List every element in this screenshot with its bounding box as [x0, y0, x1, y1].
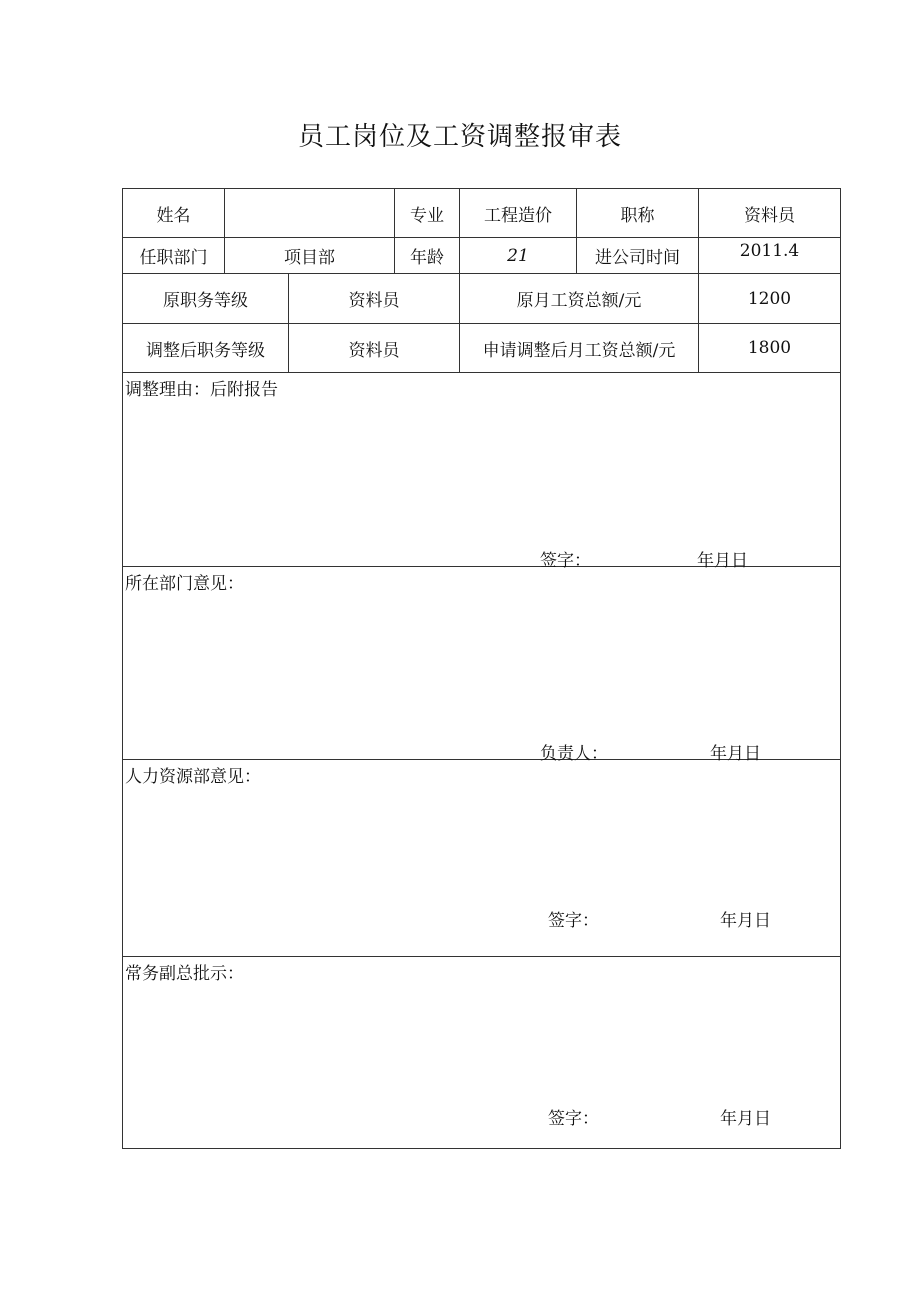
- dept-label: 任职部门: [123, 238, 225, 273]
- new-grade-label: 调整后职务等级: [123, 324, 289, 372]
- row-new-grade: [123, 324, 840, 373]
- join-date-field[interactable]: 2011.4: [739, 241, 800, 261]
- hr-opinion-label: 人力资源部意见：: [125, 767, 261, 787]
- reason-label: 调整理由：后附报告: [125, 380, 278, 400]
- form-title: 员工岗位及工资调整报审表: [297, 122, 622, 152]
- major-label: 专业: [395, 189, 460, 237]
- reason-date-label: 年月日: [697, 551, 748, 571]
- row-dept-info: [123, 238, 840, 274]
- join-date-label: 进公司时间: [577, 238, 699, 273]
- vp-date-label: 年月日: [720, 1109, 771, 1129]
- hr-opinion-section[interactable]: [123, 760, 840, 957]
- vp-sign-label: 签字：: [548, 1109, 599, 1129]
- vp-approval-section[interactable]: [123, 957, 840, 1148]
- job-title-field[interactable]: 资料员: [744, 205, 795, 226]
- review-form: [122, 188, 841, 1149]
- name-label: 姓名: [123, 189, 225, 237]
- new-salary-field[interactable]: 1800: [747, 338, 792, 358]
- age-field[interactable]: 21: [460, 238, 577, 273]
- row-original-grade: [123, 274, 840, 324]
- new-grade-field[interactable]: 资料员: [289, 324, 460, 372]
- reason-sign-label: 签字：: [540, 551, 591, 571]
- dept-responsible-label: 负责人：: [540, 744, 608, 764]
- job-title-label: 职称: [577, 189, 699, 237]
- row-basic-info: [123, 189, 840, 238]
- orig-salary-field[interactable]: 1200: [747, 288, 792, 309]
- hr-sign-label: 签字：: [548, 911, 599, 931]
- orig-grade-label: 原职务等级: [123, 274, 289, 323]
- new-salary-label: 申请调整后月工资总额/元: [460, 324, 699, 372]
- hr-date-label: 年月日: [720, 911, 771, 931]
- dept-opinion-section[interactable]: [123, 567, 840, 764]
- vp-approval-label: 常务副总批示：: [125, 964, 244, 984]
- orig-grade-field[interactable]: 资料员: [289, 274, 460, 323]
- dept-date-label: 年月日: [710, 744, 761, 764]
- dept-field[interactable]: 项目部: [225, 238, 395, 273]
- orig-salary-label: 原月工资总额/元: [460, 274, 699, 323]
- dept-opinion-label: 所在部门意见：: [125, 574, 244, 594]
- age-label: 年龄: [395, 238, 460, 273]
- name-field[interactable]: [225, 189, 395, 237]
- reason-section[interactable]: [123, 373, 840, 571]
- major-field[interactable]: 工程造价: [460, 189, 577, 237]
